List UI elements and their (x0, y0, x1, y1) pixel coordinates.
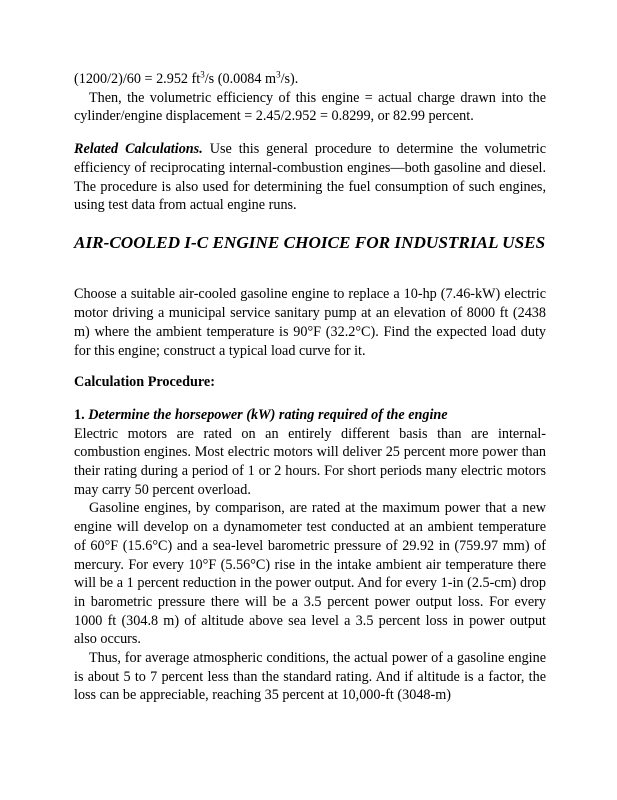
document-page (74, 70, 546, 705)
related-calculations-text: Use this general procedure to determine the volumetric efficiency of reciprocating internal-combustion engines—both gasoline and diesel. The procedure is also used for determining the fuel consumption of such engines, using test data from actual engine runs. (74, 141, 546, 214)
section-heading: AIR-COOLED I-C ENGINE CHOICE FOR INDUSTRIAL USES (74, 232, 546, 252)
step-number: 1. (74, 406, 85, 423)
step-paragraph-2: Gasoline engines, by comparison, are rated at the maximum power that a new engine will develop on a dynamometer test conducted at an ambient temperature of 60°F (15.6°C) and a sea-level barometric pressure of 29.92 in (759.97 mm) of mercury. For every 10°F (5.56°C) rise in the intake ambient air temperature there will be a 1 percent reduction in the power output. And for every 1-in (2.5-cm) drop in barometric pressure there will be a 3.5 percent power output loss. For every 1000 ft (304.8 m) of altitude above sea level a 3.5 percent loss in power output also occurs. (74, 500, 546, 648)
equation-part: /s). (280, 71, 299, 87)
equation-part: /s (0.0084 m (204, 71, 277, 87)
equation-part: (1200/2)/60 = 2.952 ft (74, 71, 201, 87)
procedure-title: Calculation Procedure: (74, 374, 215, 391)
superscript: 3 (200, 69, 205, 80)
efficiency-paragraph: Then, the volumetric efficiency of this engine = actual charge drawn into the cylinder/engine displacement = 2.45/2.952 = 0.8299, or 82.99 percent. (74, 89, 546, 125)
equation-line (74, 70, 546, 89)
step-title: Determine the horsepower (kW) rating required of the engine (84, 406, 448, 423)
problem-statement: Choose a suitable air-cooled gasoline engine to replace a 10-hp (7.46-kW) electric motor driving a municipal service sanitary pump at an elevation of 8000 ft (2438 m) where the ambient temperature is 90°F (32.2°C). Find the expected load duty for this engine; construct a typical load curve for it. (74, 286, 546, 359)
related-calculations-paragraph (74, 140, 546, 215)
step-paragraph-3: Thus, for average atmospheric conditions, the actual power of a gasoline engine is about 5 to 7 percent less than the standard rating. And if altitude is a factor, the loss can be appreciable, reaching 35 percent at 10,000-ft (3048-m) (74, 650, 546, 704)
step-heading (74, 406, 546, 425)
related-calculations-label: Related Calculations. (74, 141, 203, 158)
step-paragraph-1: Electric motors are rated on an entirely different basis than are internal-combustion engines. Most electric motors will deliver 25 percent more power than their rating during a period of 1 or 2 hours. For short periods many electric motors may carry 50 percent overload. (74, 425, 546, 498)
superscript: 3 (276, 69, 281, 80)
